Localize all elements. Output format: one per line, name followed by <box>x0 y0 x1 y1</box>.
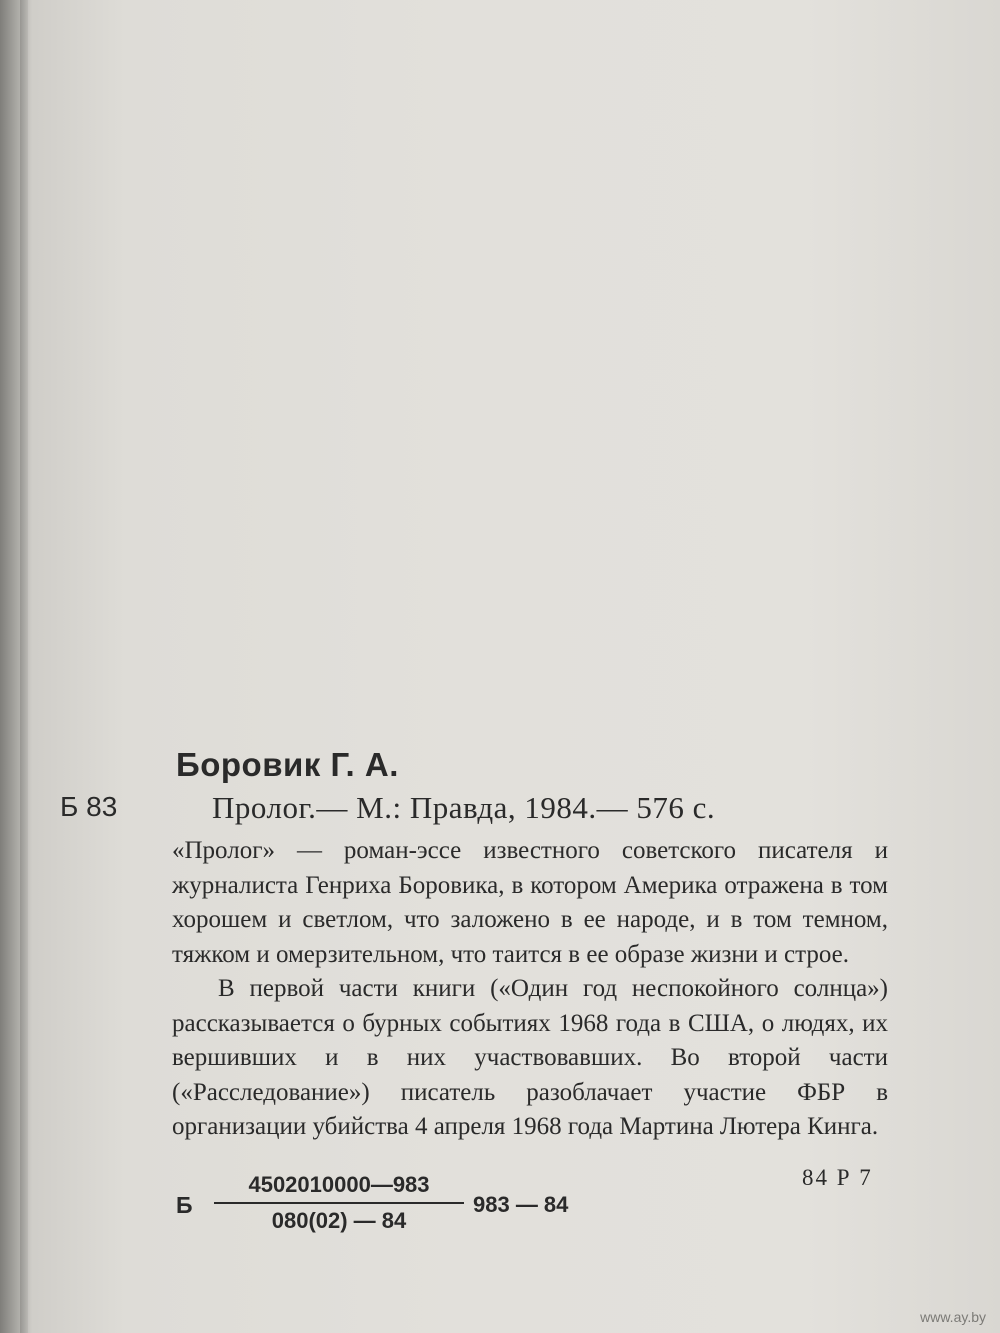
watermark: www.ay.by <box>920 1309 986 1325</box>
annotation-paragraph-1: «Пролог» — роман-эссе известного советского писателя и журналиста Генриха Боровика, в котором Америка отражена в том хорошем и светлом, что заложено в ее народе, и в том темном, тяжком и омерзительном, что таится в ее образе жизни и строе. <box>172 837 888 968</box>
index-numerator: 4502010000—983 <box>214 1172 464 1204</box>
annotation-paragraph-2: В первой части книги («Один год неспокойного солнца») рассказывается о бурных событиях 1968 года в США, о людях, их вершивших и в них участвовавших. Во второй части («Расследование») писатель разоблачает участие ФБР в организации убийства 4 апреля 1968 года Мартина Лютера Кинга. <box>172 975 888 1140</box>
author-name: Боровик Г. А. <box>176 746 399 783</box>
annotation <box>172 834 888 1145</box>
index-denominator: 080(02) — 84 <box>271 1208 407 1233</box>
classification-code: Б 83 <box>60 791 118 822</box>
catalog-index-fraction <box>214 1172 464 1234</box>
bibliographic-citation: Пролог.— М.: Правда, 1984.— 576 с. <box>212 790 716 825</box>
bbk-code: 84 Р 7 <box>802 1165 873 1190</box>
index-suffix: 983 — 84 <box>473 1192 569 1217</box>
page-shadow <box>20 0 32 1333</box>
index-letter: Б <box>176 1192 193 1218</box>
